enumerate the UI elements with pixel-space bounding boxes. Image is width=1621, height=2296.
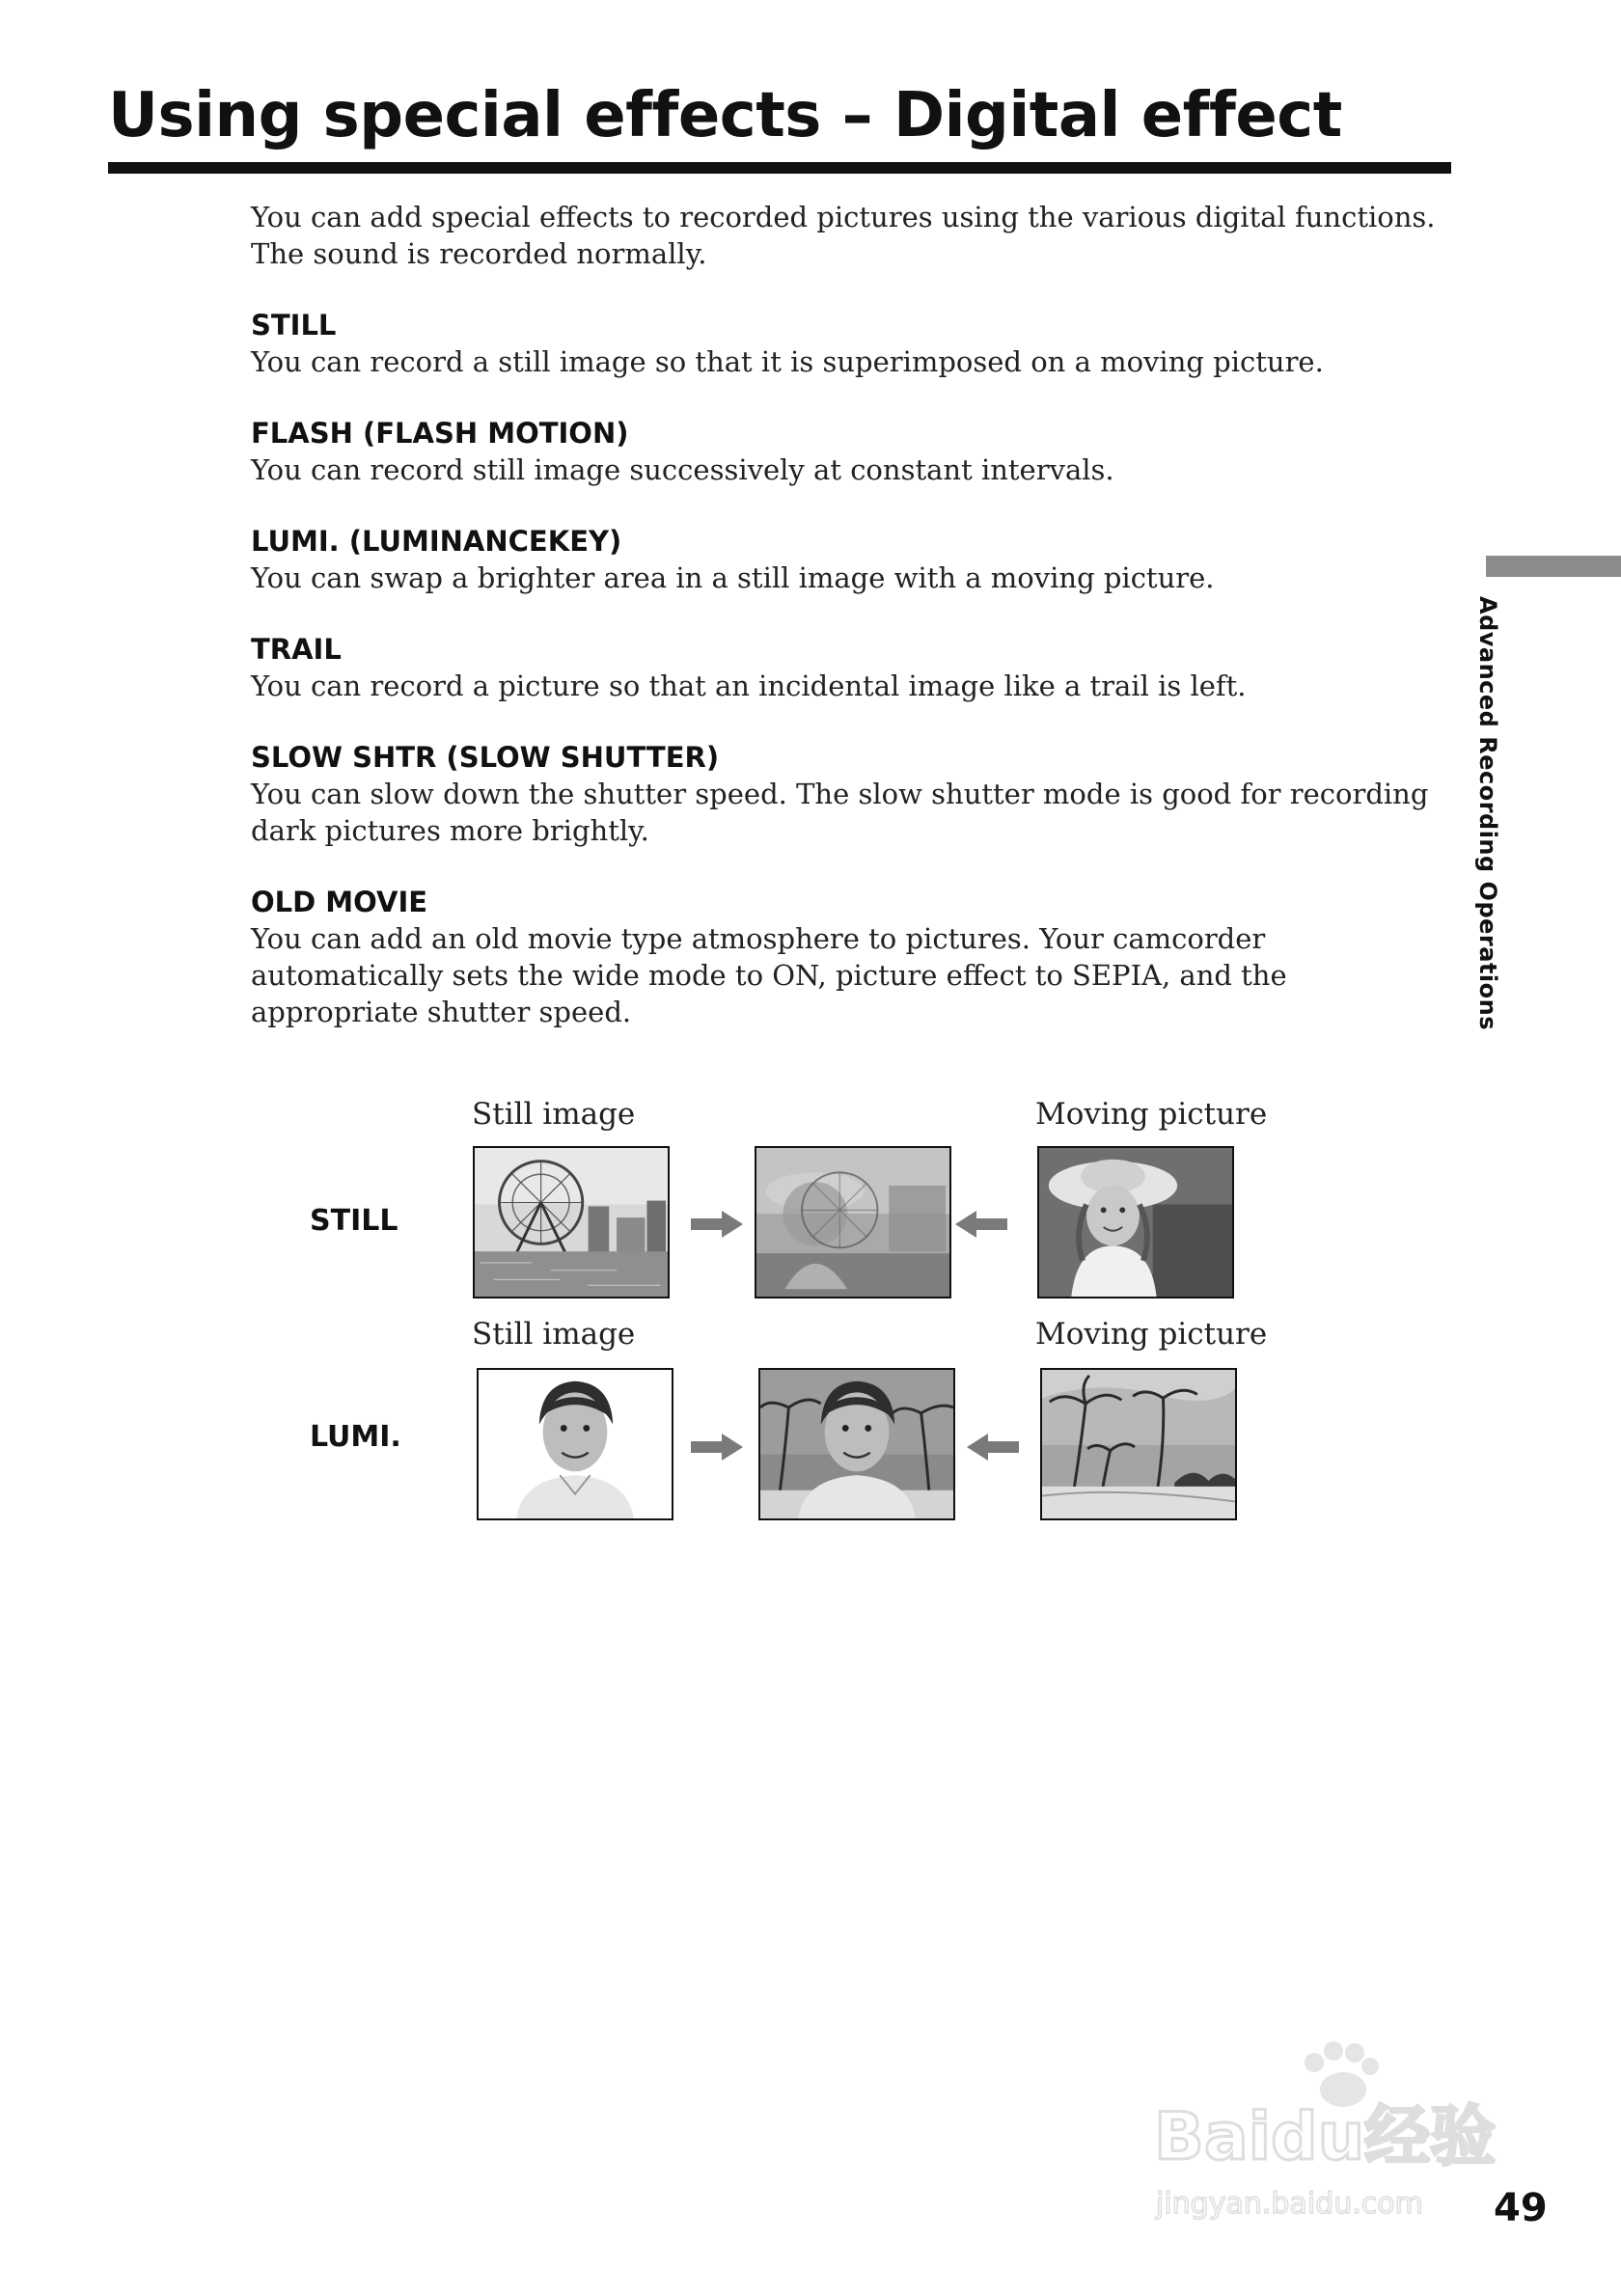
section-lumi [251, 523, 1457, 596]
title-underline [108, 162, 1451, 174]
chapter-tab-label: Advanced Recording Operations [1474, 596, 1501, 1031]
section-body: You can swap a brighter area in a still image with a moving picture. [251, 561, 1215, 594]
section-still [251, 307, 1457, 380]
section-heading: LUMI. (LUMINANCEKEY) [251, 525, 622, 558]
still-image-caption: Still image [472, 1317, 636, 1352]
portrait-photo [477, 1368, 673, 1520]
section-heading: FLASH (FLASH MOTION) [251, 417, 629, 450]
arrow-right-icon [691, 1211, 743, 1238]
baidu-jingyan-watermark [1144, 2034, 1511, 2227]
main-content [251, 199, 1457, 1030]
section-flash [251, 415, 1457, 488]
page-number: 49 [1494, 2186, 1548, 2230]
arrow-right-icon [691, 1434, 743, 1461]
watermark-url: jingyan.baidu.com [1156, 2187, 1423, 2221]
section-body: You can record a picture so that an incidental image like a trail is left. [251, 670, 1247, 702]
section-heading: STILL [251, 309, 337, 342]
section-heading: SLOW SHTR (SLOW SHUTTER) [251, 741, 720, 774]
section-body: You can record a still image so that it is superimposed on a moving picture. [251, 345, 1324, 378]
section-body: You can slow down the shutter speed. The slow shutter mode is good for recording dark pictures more brightly. [251, 778, 1429, 847]
palm-beach-photo [1040, 1368, 1237, 1520]
girl-hat-photo [1037, 1146, 1234, 1298]
row-label-lumi: LUMI. [310, 1420, 401, 1454]
page-title: Using special effects – Digital effect [108, 80, 1342, 151]
section-slow-shutter [251, 739, 1457, 849]
section-old-movie [251, 884, 1457, 1030]
intro-paragraph: You can add special effects to recorded pictures using the various digital functions. The sound is recorded normally. [251, 201, 1436, 270]
section-body: You can add an old movie type atmosphere to pictures. Your camcorder automatically sets the wide mode to ON, picture effect to SEPIA, and the appropriate shutter speed. [251, 922, 1287, 1028]
ferris-wheel-photo [473, 1146, 670, 1298]
arrow-left-icon [967, 1434, 1019, 1461]
still-image-caption: Still image [472, 1097, 636, 1132]
arrow-left-icon [955, 1211, 1007, 1238]
section-heading: TRAIL [251, 633, 342, 666]
luminance-key-photo [758, 1368, 955, 1520]
watermark-brand: Baidu经验 [1154, 2099, 1497, 2175]
row-label-still: STILL [310, 1204, 398, 1238]
chapter-tab-bar [1486, 556, 1621, 577]
section-trail [251, 631, 1457, 704]
section-heading: OLD MOVIE [251, 886, 428, 918]
moving-picture-caption: Moving picture [1035, 1097, 1268, 1132]
moving-picture-caption: Moving picture [1035, 1317, 1268, 1352]
section-body: You can record still image successively at constant intervals. [251, 453, 1114, 486]
still-superimposed-photo [755, 1146, 951, 1298]
